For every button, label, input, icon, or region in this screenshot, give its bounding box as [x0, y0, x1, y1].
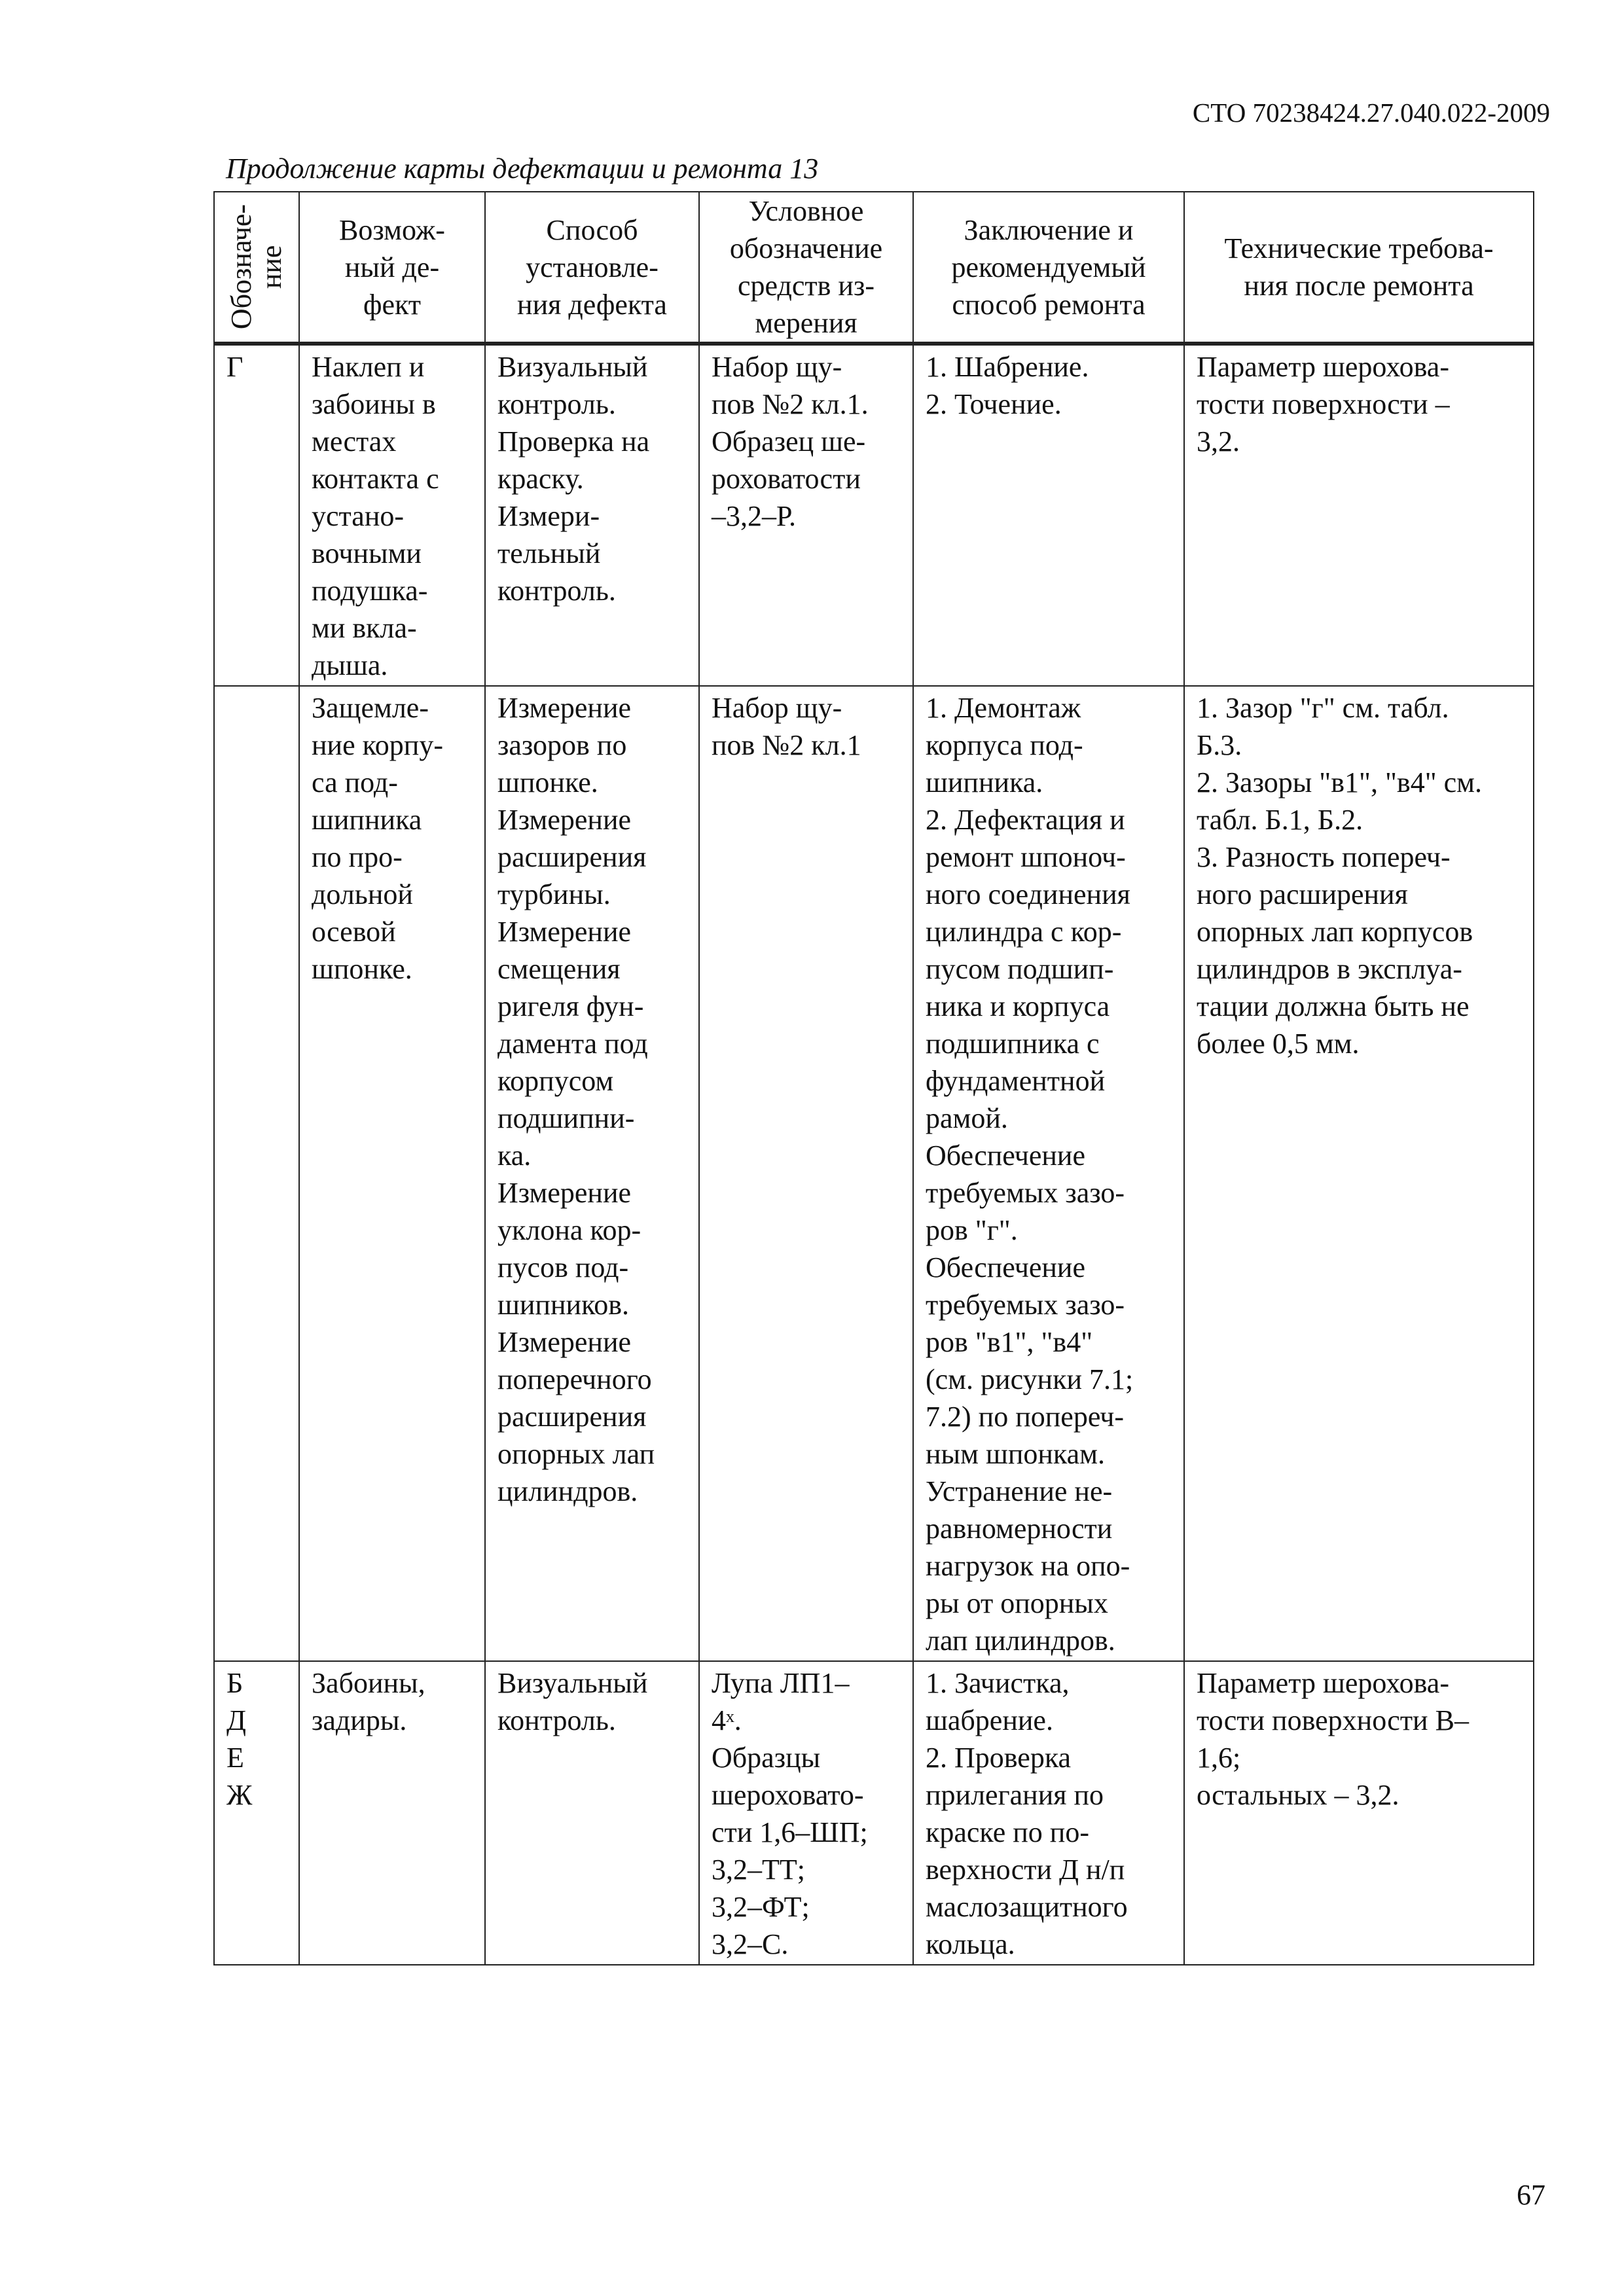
table-header-row — [214, 192, 1534, 344]
column-header-defect: Возмож- ный де- фект — [299, 192, 485, 344]
cell-tools: Лупа ЛП1– 4ˣ. Образцы шероховато- сти 1,6–ШП; 3,2–ТТ; 3,2–ФТ; 3,2–С. — [699, 1661, 913, 1965]
cell-repair: 1. Шабрение. 2. Точение. — [913, 344, 1184, 686]
cell-repair: 1. Демонтаж корпуса под- шипника. 2. Дефектация и ремонт шпоноч- ного соединения цилиндра с кор- пусом подшип- ника и корпуса подшипника с фундаментной рамой. Обеспечение требуемых зазо- ров "г". Обеспечение требуемых зазо- ров "в1", "в4" (см. рисунки 7.1; 7.2) по попереч- ным шпонкам. Устранение не- равномерности нагрузок на опо- ры от опорных лап цилиндров. — [913, 686, 1184, 1661]
cell-defect: Забоины, задиры. — [299, 1661, 485, 1965]
table-continuation-title: Продолжение карты дефектации и ремонта 13 — [226, 152, 819, 185]
cell-method: Визуальный контроль. — [485, 1661, 699, 1965]
column-header-designation: Обозначе- ние — [214, 192, 299, 344]
document-code: СТО 70238424.27.040.022-2009 — [1192, 98, 1550, 128]
cell-requirements: Параметр шерохова- тости поверхности В– 1,6; остальных – 3,2. — [1184, 1661, 1534, 1965]
cell-designation: Г — [214, 344, 299, 686]
cell-requirements: 1. Зазор "г" см. табл. Б.3. 2. Зазоры "в1", "в4" см. табл. Б.1, Б.2. 3. Разность попереч- ного расширения опорных лап корпусов цилиндров в эксплуа- тации должна быть не более 0,5 мм. — [1184, 686, 1534, 1661]
cell-method: Измерение зазоров по шпонке. Измерение расширения турбины. Измерение смещения ригеля фун- дамента под корпусом подшипни- ка. Измерение уклона кор- пусов под- шипников. Измерение поперечного расширения опорных лап цилиндров. — [485, 686, 699, 1661]
cell-repair: 1. Зачистка, шабрение. 2. Проверка прилегания по краске по по- верхности Д н/п маслозащитного кольца. — [913, 1661, 1184, 1965]
column-header-tools: Условное обозначение средств из- мерения — [699, 192, 913, 344]
cell-defect: Защемле- ние корпу- са под- шипника по про- дольной осевой шпонке. — [299, 686, 485, 1661]
page-number: 67 — [1517, 2179, 1545, 2211]
table-row — [214, 344, 1534, 686]
column-header-requirements: Технические требова- ния после ремонта — [1184, 192, 1534, 344]
cell-designation — [214, 686, 299, 1661]
column-header-repair: Заключение и рекомендуемый способ ремонта — [913, 192, 1184, 344]
cell-defect: Наклеп и забоины в местах контакта с устано- вочными подушка- ми вкла- дыша. — [299, 344, 485, 686]
table-row — [214, 686, 1534, 1661]
cell-method: Визуальный контроль. Проверка на краску. Измери- тельный контроль. — [485, 344, 699, 686]
cell-tools: Набор щу- пов №2 кл.1. Образец ше- роховатости –3,2–Р. — [699, 344, 913, 686]
cell-requirements: Параметр шерохова- тости поверхности – 3,2. — [1184, 344, 1534, 686]
table-row — [214, 1661, 1534, 1965]
cell-designation: Б Д Е Ж — [214, 1661, 299, 1965]
cell-tools: Набор щу- пов №2 кл.1 — [699, 686, 913, 1661]
defect-repair-table — [213, 191, 1534, 1965]
column-header-method: Способ установле- ния дефекта — [485, 192, 699, 344]
